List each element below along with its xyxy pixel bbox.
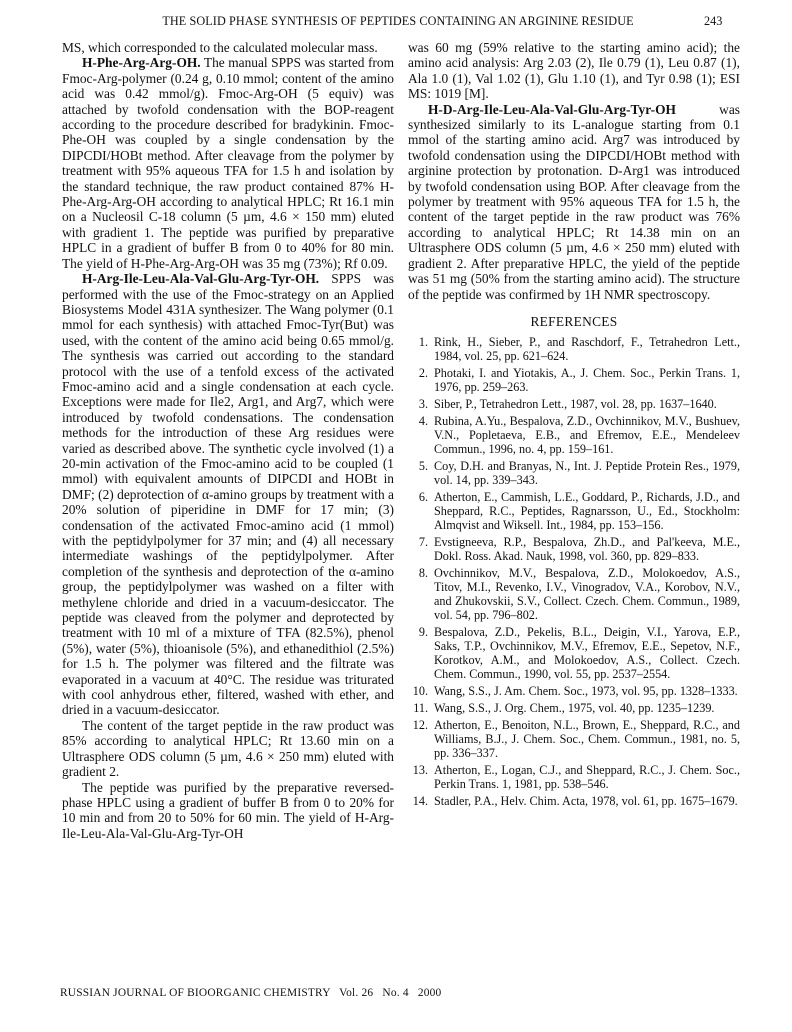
right-column: [408, 40, 740, 811]
references-list: [408, 335, 740, 808]
paragraph-body: The manual SPPS was started from Fmoc-Arg-polymer (0.24 g, 0.10 mmol; content of the amino acid was 0.42 mmol/g). Fmoc-Arg-OH (5 equiv) was attached by twofold condensation with the BOP-reagent according to the procedure described for bradykinin. Fmoc-Phe-OH was coupled by a single condensation by the DIPCDI/HOBt method. After cleavage from the polymer by treatment with 95% aqueous TFA for 1.5 h and isolation by the standard technique, the raw product contained 87% H-Phe-Arg-Arg-OH according to analytical HPLC; Rt 16.1 min on a Nucleosil C-18 column (5 µm, 4.6 × 150 mm) eluted with gradient 1. The peptide was purified by preparative HPLC in a gradient of buffer B from 0 to 40% for 80 min. The yield of H-Phe-Arg-Arg-OH was 35 mg (73%); Rf 0.09.: [62, 55, 394, 271]
reference-item: [408, 794, 740, 808]
paragraph: MS, which corresponded to the calculated molecular mass.: [62, 40, 378, 55]
reference-item: [408, 366, 740, 394]
reference-text: Coy, D.H. and Branyas, N., Int. J. Peptide Protein Res., 1979, vol. 14, pp. 339–343.: [434, 459, 740, 488]
paragraph: The content of the target peptide in the raw product was 85% according to analytical HPLC; Rt 13.60 min on a Ultrasphere ODS column (5 µm, 4.6 × 250 mm) eluted with gradient 2.: [62, 717, 394, 780]
reference-text: Photaki, I. and Yiotakis, A., J. Chem. Soc., Perkin Trans. 1, 1976, pp. 259–263.: [434, 366, 740, 395]
reference-text: Atherton, E., Logan, C.J., and Sheppard, R.C., J. Chem. Soc., Perkin Trans. 1, 1981, pp. 538–546.: [434, 763, 740, 792]
compound-heading: H-Phe-Arg-Arg-OH.: [82, 55, 201, 71]
reference-number: 13.: [412, 763, 428, 778]
reference-number: 2.: [418, 366, 428, 381]
reference-number: 3.: [418, 397, 428, 412]
paragraph-body: was synthesized similarly to its L-analogue starting from 0.1 mmol of the starting amino acid. Arg7 was introduced by twofold condensation using the DIPCDI/HOBt method with arginine protection by protonation. D-Arg1 was introduced by twofold condensation using BOP. After cleavage from the polymer by treatment with 95% aqueous TFA for 1.5 h, the content of the target peptide in the raw product was 76% according to analytical HPLC; Rt 14.38 min on an Ultrasphere ODS column (5 µm, 4.6 × 250 mm) eluted with gradient 2. After preparative HPLC, the yield of the peptide was 51 mg (50% from the starting amino acid). The structure of the peptide was confirmed by 1H NMR spectroscopy.: [408, 101, 740, 302]
reference-item: [408, 701, 740, 715]
paragraph: [408, 102, 740, 302]
reference-text: Rink, H., Sieber, P., and Raschdorf, F., Tetrahedron Lett., 1984, vol. 25, pp. 621–624.: [434, 335, 740, 364]
compound-heading: H-D-Arg-Ile-Leu-Ala-Val-Glu-Arg-Tyr-OH: [428, 101, 676, 117]
reference-number: 9.: [418, 625, 428, 640]
compound-heading: H-Arg-Ile-Leu-Ala-Val-Glu-Arg-Tyr-OH.: [82, 271, 320, 287]
reference-text: Evstigneeva, R.P., Bespalova, Zh.D., and Pal'keeva, M.E., Dokl. Ross. Akad. Nauk, 1998, vol. 360, pp. 829–833.: [434, 535, 740, 564]
paragraph-body: SPPS was performed with the use of the Fmoc-strategy on an Applied Biosystems Model 431A synthesizer. The Wang polymer (0.1 mmol for each synthesis) with attached Fmoc-Tyr(But) was used, with the content of the amino acid being 0.65 mmol/g. The synthesis was carried out according to the standard protocol with the use of a tenfold excess of the activated Fmoc-amino acid and a single condensation at each cycle. Exceptions were made for Ile2, Arg1, and Arg7, which were introduced by twofold condensations. The condensation methods for the introduction of these Arg residues were varied as described above. The synthetic cycle involved (1) a 20-min activation of the Fmoc-amino acid to be coupled (1 mmol) with equivalent amounts of DIPCDI and HOBt in DMF; (2) deprotection of α-amino groups by treatment with a 20% solution of piperidine in DMF for 17 min; (3) condensation of the activated Fmoc-amino acid (1 mmol) with the peptidylpolymer for 37 min; and (4) all necessary intermediate washings of the peptidylpolymer. After completion of the synthesis and deprotection of the α-amino group, the peptidylpolymer was washed on a filter with methylene chloride and dried in a vacuum-desiccator. The peptide was cleaved from the polymer and deprotected by treatment with 10 ml of a mixture of TFA (82.5%), phenol (5%), water (5%), thioanisole (5%), and ethanedithiol (2.5%) for 1.5 h. The polymer was filtered and the filtrate was evaporated in a vacuum at 40°C. The residue was triturated with cool anhydrous ether, filtered, washed with ether, and dried in a vacuum-desiccator.: [62, 271, 394, 718]
reference-item: [408, 335, 740, 363]
reference-text: Ovchinnikov, M.V., Bespalova, Z.D., Molokoedov, A.S., Titov, M.I., Revenko, I.V., Vinogradov, V.A., Korobov, N.V., and Zhukovskii, S.V., Collect. Czech. Chem. Commun., 1989, vol. 54, pp. 796–802.: [434, 566, 740, 623]
reference-text: Wang, S.S., J. Am. Chem. Soc., 1973, vol. 95, pp. 1328–1333.: [434, 684, 738, 699]
reference-number: 8.: [418, 566, 428, 581]
reference-number: 7.: [418, 535, 428, 550]
references-heading: REFERENCES: [530, 313, 618, 329]
reference-item: [408, 459, 740, 487]
reference-text: Siber, P., Tetrahedron Lett., 1987, vol. 28, pp. 1637–1640.: [434, 397, 717, 412]
reference-text: Wang, S.S., J. Org. Chem., 1975, vol. 40, pp. 1235–1239.: [434, 701, 715, 716]
reference-item: [408, 718, 740, 760]
reference-number: 12.: [412, 718, 428, 733]
paragraph: was 60 mg (59% relative to the starting amino acid); the amino acid analysis: Arg 2.03 (2), Ile 0.79 (1), Leu 0.87 (1), Ala 1.0 (1), Val 1.02 (1), Glu 1.10 (1), and Tyr 0.98 (1); ESI MS: 1019 [M].: [408, 40, 740, 102]
reference-item: [408, 763, 740, 791]
reference-number: 4.: [418, 414, 428, 429]
reference-number: 10.: [412, 684, 428, 699]
paragraph: [62, 55, 394, 271]
reference-item: [408, 397, 740, 411]
paragraph: [62, 271, 394, 718]
reference-text: Stadler, P.A., Helv. Chim. Acta, 1978, vol. 61, pp. 1675–1679.: [434, 794, 738, 809]
reference-item: [408, 414, 740, 456]
reference-text: Atherton, E., Benoiton, N.L., Brown, E., Sheppard, R.C., and Williams, B.J., J. Chem. Soc., Chem. Commun., 1981, no. 5, pp. 336–337.: [434, 718, 740, 761]
left-column: [62, 40, 394, 841]
reference-number: 1.: [418, 335, 428, 350]
reference-item: [408, 625, 740, 681]
reference-number: 14.: [412, 794, 428, 809]
reference-number: 11.: [413, 701, 428, 716]
journal-footer: RUSSIAN JOURNAL OF BIOORGANIC CHEMISTRY Vol. 26 No. 4 2000: [60, 987, 442, 999]
reference-text: Atherton, E., Cammish, L.E., Goddard, P., Richards, J.D., and Sheppard, R.C., Peptides, Ragnarsson, U., Ed., Stockholm: Almqvist and Wiksell. Int., 1984, pp. 153–156.: [434, 490, 740, 533]
paragraph: The peptide was purified by the preparative reversed-phase HPLC using a gradient of buffer B from 0 to 20% for 10 min and from 20 to 50% for 60 min. The yield of H-Arg-Ile-Leu-Ala-Val-Glu-Arg-Tyr-OH: [62, 779, 394, 841]
reference-item: [408, 684, 740, 698]
reference-item: [408, 535, 740, 563]
reference-number: 6.: [418, 490, 428, 505]
running-head: THE SOLID PHASE SYNTHESIS OF PEPTIDES CONTAINING AN ARGININE RESIDUE: [162, 14, 634, 28]
reference-item: [408, 490, 740, 532]
reference-item: [408, 566, 740, 622]
reference-text: Rubina, A.Yu., Bespalova, Z.D., Ovchinnikov, M.V., Bushuev, V.N., Popletaeva, E.B., and Efremov, E.E., Mendeleev Commun., 1996, no. 4, pp. 159–161.: [434, 414, 740, 457]
reference-text: Bespalova, Z.D., Pekelis, B.L., Deigin, V.I., Yarova, E.P., Saks, T.P., Ovchinnikov, M.V., Efremov, E.E., Sepetov, N.F., Korotkov, A.M., and Molokoedov, A.S., Collect. Czech. Chem. Commun., 1990, vol. 55, pp. 2537–2554.: [434, 625, 740, 682]
reference-number: 5.: [418, 459, 428, 474]
page-number: 243: [704, 14, 723, 28]
